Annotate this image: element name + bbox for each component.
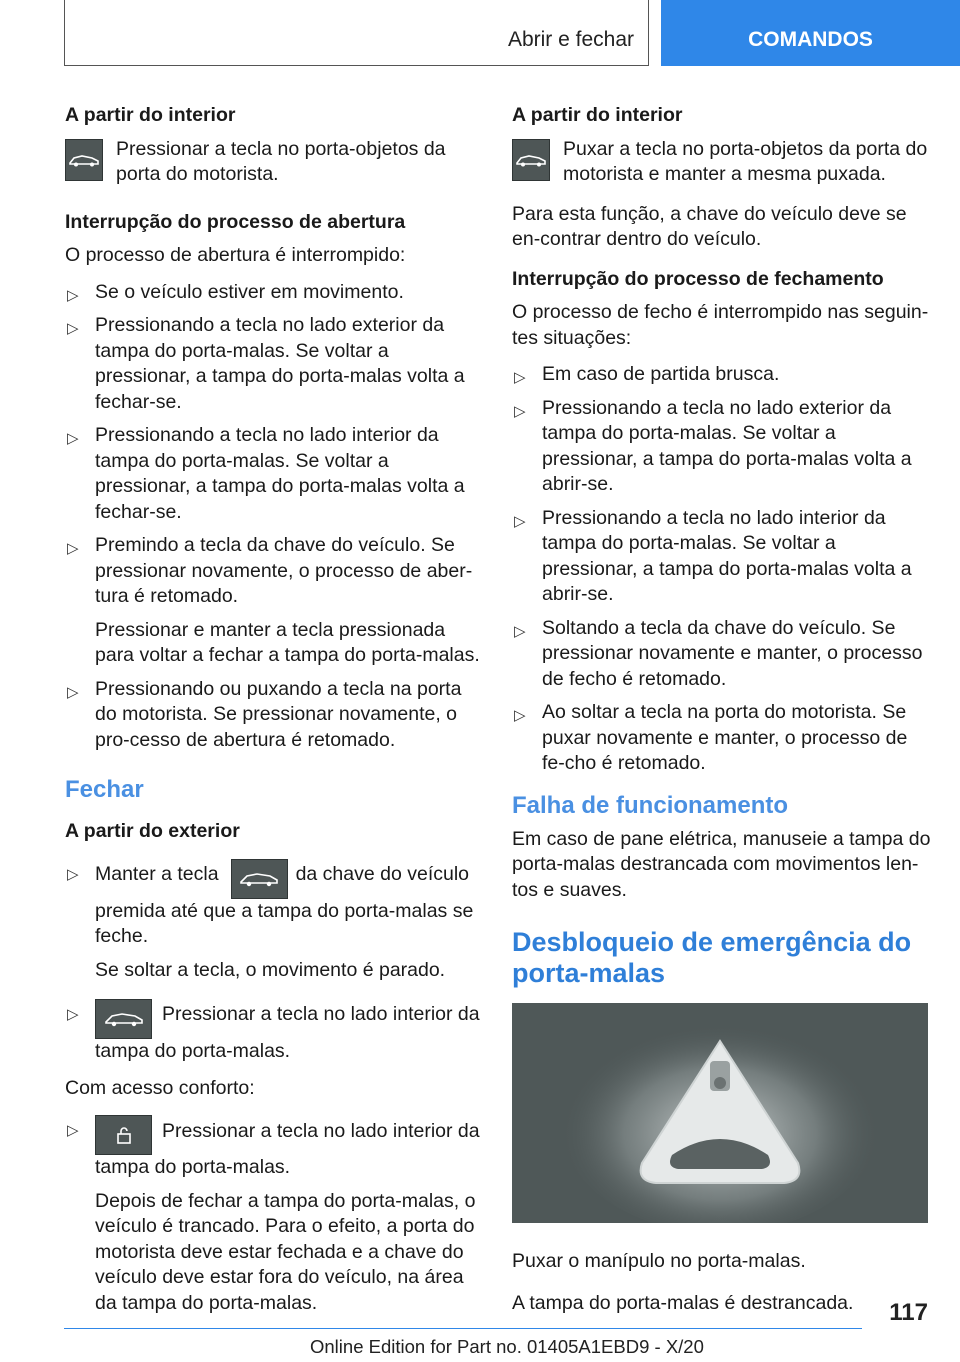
right-interior-heading: A partir do interior: [512, 104, 683, 126]
photo-caption: Puxar o manípulo no porta-malas.: [512, 1250, 806, 1272]
list-item: ▷ Pressionar a tecla no lado interior da tampa do porta-malas. Depois de fechar a tampa do porta-malas, o veículo é trancado. Para o efeito, a porta do motorista deve estar fechada e a chave do veículo deve estar fora do veículo, na área da tampa do porta-malas.: [65, 1115, 480, 1316]
list-item: ▷ Ao soltar a tecla na porta do motorista. Se puxar novamente e manter, o processo de fe-cho é retomado.: [514, 701, 908, 774]
comfort-list: [65, 1115, 480, 1316]
list-item: ▷ Pressionando a tecla no lado interior da tampa do porta-malas. Se voltar a pressionar, a tampa do porta-malas volta a abrir-se.: [514, 506, 912, 605]
right-interrupt-heading: Interrupção do processo de fechamento: [512, 267, 884, 290]
list-item: ▷ Pressionando a tecla no lado interior da tampa do porta-malas. Se voltar a pressionar, a tampa do porta-malas volta a fechar-se.: [67, 424, 465, 523]
right-interrupt-list: [512, 362, 932, 777]
chapter-tab: COMANDOS: [661, 0, 960, 66]
footer-divider: [64, 1328, 862, 1329]
triangle-bullet-icon: ▷: [67, 320, 79, 337]
footer-edition: Online Edition for Part no. 01405A1EBD9 - X/20: [310, 1336, 704, 1357]
list-item: ▷ Pressionando ou puxando a tecla na porta do motorista. Se pressionar novamente, o pro-cesso de abertura é retomado.: [67, 677, 462, 751]
right-interrupt-intro: O processo de fecho é interrompido nas seguin-tes situações:: [512, 301, 929, 349]
list-item: ▷ Se o veículo estiver em movimento.: [65, 280, 480, 306]
header-frame: [64, 0, 649, 66]
triangle-bullet-icon: ▷: [514, 402, 526, 420]
left-interrupt-list: [65, 280, 480, 754]
comfort-label: Com acesso conforto:: [65, 1076, 255, 1099]
car-trunk-icon: [231, 859, 288, 899]
list-item: ▷ Pressionando a tecla no lado exterior da tampa do porta-malas. Se voltar a pressionar, a tampa do porta-malas volta a fechar-se.: [67, 314, 465, 413]
triangle-bullet-icon: ▷: [514, 707, 526, 724]
triangle-bullet-icon: ▷: [67, 430, 79, 447]
exterior-list: [65, 859, 480, 1065]
emergency-heading: Desbloqueio de emergência do porta-malas: [512, 927, 912, 988]
car-trunk-icon: [512, 139, 550, 181]
right-interior-text: Puxar a tecla no porta-objetos da porta do motorista e manter a mesma puxada.: [563, 137, 928, 185]
lock-icon: [95, 1115, 152, 1155]
right-interior-row: [512, 137, 932, 188]
emergency-handle-icon: [512, 1003, 928, 1223]
trunk-release-photo: [512, 1003, 928, 1223]
key-note: Para esta função, a chave do veículo deve se en-contrar dentro do veículo.: [512, 202, 907, 250]
triangle-bullet-icon: ▷: [67, 286, 79, 304]
left-interrupt-intro: O processo de abertura é interrompido:: [65, 244, 406, 266]
triangle-bullet-icon: ▷: [67, 1122, 79, 1139]
left-column: [65, 103, 480, 1327]
list-item-sub: Depois de fechar a tampa do porta-malas, o veículo é trancado. Para o efeito, a porta do motorista deve estar fechada e a chave do veículo deve estar fora do veículo, na área da tampa do porta-malas.: [95, 1189, 476, 1314]
list-item: ▷ Soltando a tecla da chave do veículo. Se pressionar novamente e manter, o processo de fecho é retomado.: [514, 616, 923, 690]
close-heading: Fechar: [65, 776, 144, 803]
list-item-sub: Se soltar a tecla, o movimento é parado.: [95, 958, 446, 981]
triangle-bullet-icon: ▷: [67, 1006, 79, 1023]
page-number: 117: [889, 1299, 928, 1326]
left-interior-row: [65, 137, 480, 188]
right-column: [512, 103, 932, 1327]
triangle-bullet-icon: ▷: [67, 865, 79, 883]
exterior-heading: A partir do exterior: [65, 820, 240, 842]
triangle-bullet-icon: ▷: [514, 369, 526, 386]
car-trunk-icon: [95, 999, 152, 1039]
left-interior-heading: A partir do interior: [65, 104, 236, 126]
left-interior-text: Pressionar a tecla no porta-objetos da porta do motorista.: [116, 137, 446, 185]
list-item: ▷ Premindo a tecla da chave do veículo. Se pressionar novamente, o processo de aber-tura é retomado. Pressionar e manter a tecla pressionada para voltar a fechar a tampa do porta-malas.: [65, 533, 480, 669]
left-interrupt-heading: Interrupção do processo de abertura: [65, 210, 406, 233]
section-title: Abrir e fechar: [507, 28, 634, 51]
result-text: A tampa do porta-malas é destrancada.: [512, 1291, 854, 1314]
list-item: ▷ Pressionar a tecla no lado interior da tampa do porta-malas.: [65, 999, 480, 1065]
list-item: ▷ Manter a tecla da chave do veículo premida até que a tampa do porta-malas se feche. Se soltar a tecla, o movimento é parado.: [65, 859, 480, 984]
triangle-bullet-icon: ▷: [67, 683, 79, 701]
triangle-bullet-icon: ▷: [514, 622, 526, 640]
list-item-sub: Pressionar e manter a tecla pressionada para voltar a fechar a tampa do porta-malas.: [95, 618, 480, 666]
list-item: ▷ Pressionando a tecla no lado exterior da tampa do porta-malas. Se voltar a pressionar, a tampa do porta-malas volta a abrir-se.: [514, 396, 912, 495]
malfunction-heading: Falha de funcionamento: [512, 791, 789, 819]
triangle-bullet-icon: ▷: [514, 512, 526, 530]
car-trunk-icon: [65, 139, 103, 181]
malfunction-text: Em caso de pane elétrica, manuseie a tampa do porta-malas destrancada com movimentos len-tos e suaves.: [512, 827, 931, 901]
list-item: ▷ Em caso de partida brusca.: [512, 362, 932, 388]
triangle-bullet-icon: ▷: [67, 540, 79, 557]
